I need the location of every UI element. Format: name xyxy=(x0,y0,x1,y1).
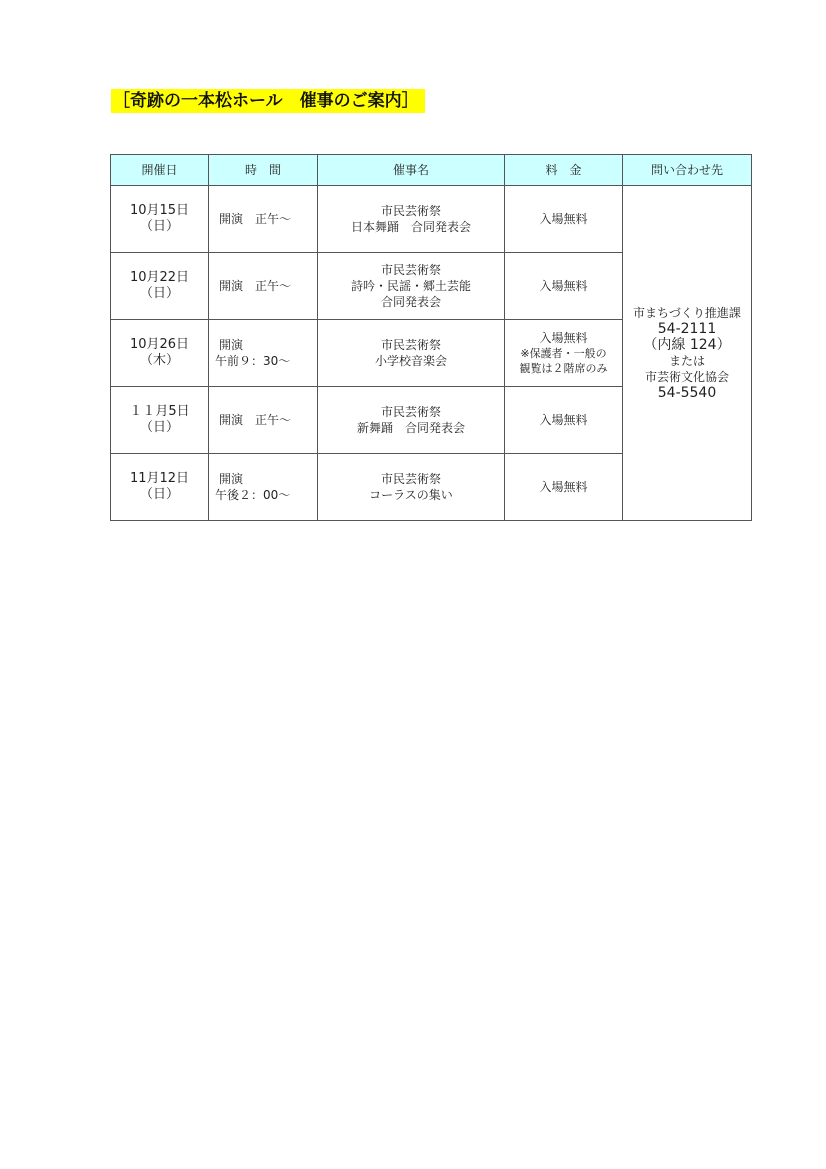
contact-or: または xyxy=(668,354,705,368)
time-text: 午前９：30～ xyxy=(215,354,291,368)
page-title: ［奇跡の一本松ホール 催事のご案内］ xyxy=(111,89,425,113)
fee-text: 入場無料 xyxy=(539,413,588,427)
date-text: 10月15日 xyxy=(129,203,190,218)
event-line: 市民芸術祭 xyxy=(380,204,441,218)
weekday-text: （日） xyxy=(139,219,179,234)
event-line: 市民芸術祭 xyxy=(380,263,441,277)
event-cell xyxy=(318,253,505,320)
event-line: 日本舞踊 合同発表会 xyxy=(350,220,471,234)
date-cell xyxy=(111,320,209,387)
date-text: １１月5日 xyxy=(129,404,190,419)
date-cell xyxy=(111,387,209,454)
fee-cell xyxy=(505,253,623,320)
contact-phone-2: 54-5540 xyxy=(657,385,717,401)
weekday-text: （日） xyxy=(139,420,179,435)
header-event: 催事名 xyxy=(318,155,505,186)
event-line: 市民芸術祭 xyxy=(380,405,441,419)
event-line: 新舞踊 合同発表会 xyxy=(356,421,465,435)
contact-extension: （内線 124） xyxy=(643,337,731,353)
header-fee: 料 金 xyxy=(505,155,623,186)
fee-cell xyxy=(505,186,623,253)
time-cell xyxy=(209,320,318,387)
fee-cell xyxy=(505,320,623,387)
fee-cell xyxy=(505,454,623,521)
time-cell xyxy=(209,454,318,521)
event-cell xyxy=(318,320,505,387)
date-text: 11月12日 xyxy=(129,471,190,486)
time-text: 開演 正午～ xyxy=(219,279,292,293)
fee-text: 入場無料 xyxy=(539,212,588,226)
time-text: 開演 xyxy=(219,338,244,352)
event-line: 市民芸術祭 xyxy=(380,338,441,352)
event-schedule-table xyxy=(110,154,752,521)
event-cell xyxy=(318,186,505,253)
fee-text: 入場無料 xyxy=(539,480,588,494)
date-text: 10月22日 xyxy=(129,270,190,285)
header-time: 時 間 xyxy=(209,155,318,186)
weekday-text: （日） xyxy=(139,487,179,502)
contact-cell xyxy=(623,186,752,521)
time-text: 午後２：00～ xyxy=(215,488,291,502)
table-row xyxy=(111,186,752,253)
contact-phone: 54-2111 xyxy=(657,321,717,337)
date-cell xyxy=(111,454,209,521)
weekday-text: （日） xyxy=(139,286,179,301)
event-line: 小学校音楽会 xyxy=(374,354,447,368)
date-cell xyxy=(111,186,209,253)
fee-cell xyxy=(505,387,623,454)
event-cell xyxy=(318,454,505,521)
time-text: 開演 正午～ xyxy=(219,212,292,226)
time-cell xyxy=(209,387,318,454)
fee-note: 観覧は２階席のみ xyxy=(519,362,608,375)
table-header-row xyxy=(111,155,752,186)
time-cell xyxy=(209,253,318,320)
event-line: 市民芸術祭 xyxy=(380,472,441,486)
event-line: 合同発表会 xyxy=(380,295,441,309)
date-cell xyxy=(111,253,209,320)
date-text: 10月26日 xyxy=(129,337,190,352)
fee-text: 入場無料 xyxy=(539,279,588,293)
time-text: 開演 xyxy=(219,472,244,486)
fee-note: ※保護者・一般の xyxy=(520,347,607,360)
contact-association: 市芸術文化協会 xyxy=(644,370,729,384)
time-cell xyxy=(209,186,318,253)
contact-department: 市まちづくり推進課 xyxy=(633,306,741,320)
time-text: 開演 正午～ xyxy=(219,413,292,427)
event-line: コーラスの集い xyxy=(369,488,453,502)
weekday-text: （木） xyxy=(139,353,179,368)
event-line: 詩吟・民謡・郷土芸能 xyxy=(350,279,471,293)
header-date: 開催日 xyxy=(111,155,209,186)
header-contact: 問い合わせ先 xyxy=(623,155,752,186)
event-cell xyxy=(318,387,505,454)
fee-text: 入場無料 xyxy=(539,331,588,345)
